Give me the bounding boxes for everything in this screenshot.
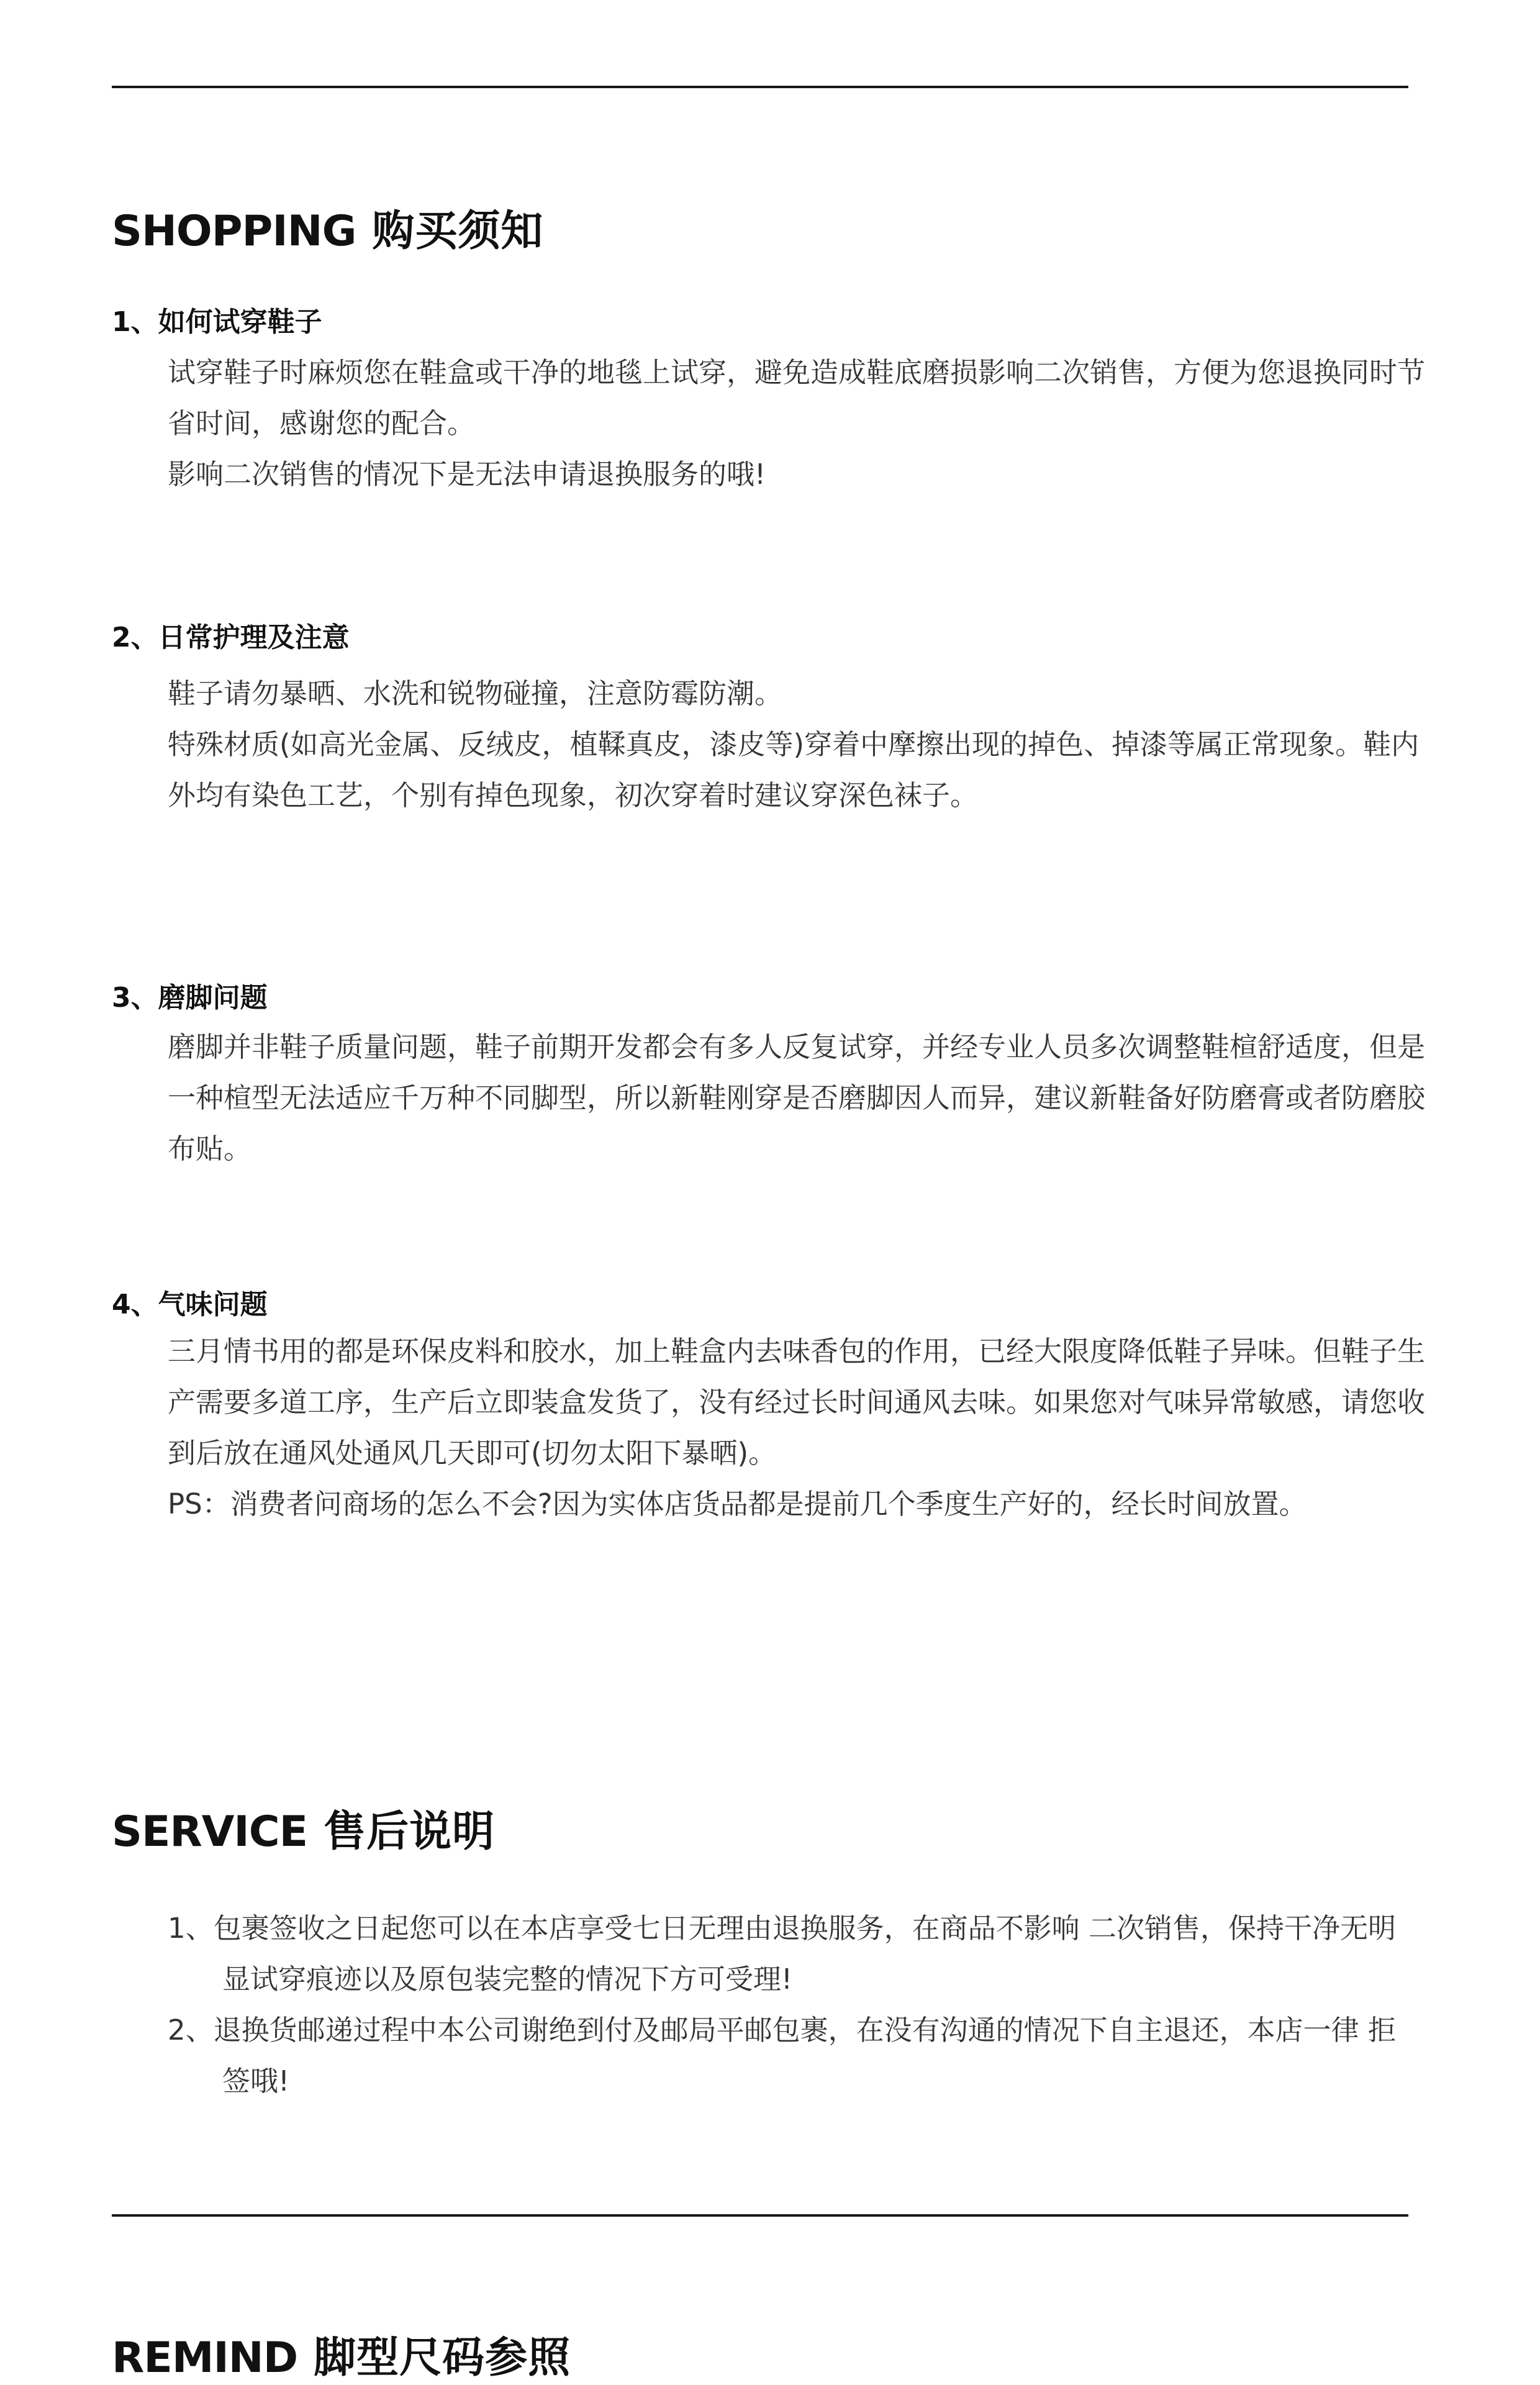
shopping-item-1-paragraph-1: 试穿鞋子时麻烦您在鞋盒或干净的地毯上试穿，避免造成鞋底磨损影响二次销售，方便为您退换同时节省时间，感谢您的配合。 <box>168 356 1426 440</box>
shopping-item-4-ps-note: PS：消费者问商场的怎么不会?因为实体店货品都是提前几个季度生产好的，经长时间放置。 <box>168 1488 1307 1520</box>
shopping-item-4-title: 4、气味问题 <box>112 1289 268 1320</box>
shopping-item-2-title: 2、日常护理及注意 <box>112 622 350 653</box>
remind-title-cn: 脚型尺码参照 <box>314 2333 571 2383</box>
shopping-item-1-paragraph-2: 影响二次销售的情况下是无法申请退换服务的哦! <box>168 458 766 491</box>
shopping-item-3-body <box>168 1022 1428 1174</box>
service-title-cn: 售后说明 <box>324 1807 496 1856</box>
service-section-title <box>112 1798 495 1858</box>
shopping-item-1-body <box>168 347 1428 500</box>
service-title-en: SERVICE <box>112 1807 308 1856</box>
shopping-item-3-paragraph-1: 磨脚并非鞋子质量问题，鞋子前期开发都会有多人反复试穿，并经专业人员多次调整鞋楦舒适度，但是一种楦型无法适应千万种不同脚型，所以新鞋刚穿是否磨脚因人而异，建议新鞋备好防磨膏或者防磨胶布贴。 <box>168 1030 1426 1165</box>
shopping-item-2-paragraph-1: 鞋子请勿暴晒、水洗和锐物碰撞，注意防霉防潮。 <box>168 677 783 710</box>
shopping-title-cn: 购买须知 <box>372 207 544 256</box>
shopping-item-4-paragraph-1: 三月情书用的都是环保皮料和胶水，加上鞋盒内去味香包的作用，已经大限度降低鞋子异味。但鞋子生产需要多道工序，生产后立即装盒发货了，没有经过长时间通风去味。如果您对气味异常敏感，请您收到后放在通风处通风几天即可(切勿太阳下暴晒)。 <box>168 1335 1426 1470</box>
service-item-2: 2、退换货邮递过程中本公司谢绝到付及邮局平邮包裹，在没有沟通的情况下自主退还，本店一律 拒签哦! <box>168 2014 1396 2097</box>
shopping-title-en: SHOPPING <box>112 207 356 256</box>
shopping-item-1-title: 1、如何试穿鞋子 <box>112 306 322 338</box>
shopping-item-3-title: 3、磨脚问题 <box>112 982 268 1014</box>
remind-section-title <box>112 2324 571 2384</box>
remind-title-en: REMIND <box>112 2333 298 2383</box>
shopping-item-2-body <box>168 668 1428 821</box>
service-list <box>168 1903 1422 2107</box>
service-item-1: 1、包裹签收之日起您可以在本店享受七日无理由退换服务，在商品不影响 二次销售，保持干净无明显试穿痕迹以及原包装完整的情况下方可受理! <box>168 1912 1396 1996</box>
shopping-item-2-paragraph-2: 特殊材质(如高光金属、反绒皮，植鞣真皮，漆皮等)穿着中摩擦出现的掉色、掉漆等属正常现象。鞋内外均有染色工艺，个别有掉色现象，初次穿着时建议穿深色袜子。 <box>168 728 1420 812</box>
bottom-divider <box>112 2214 1408 2217</box>
shopping-item-4-body <box>168 1326 1428 1530</box>
shopping-section-title <box>112 198 543 258</box>
top-divider <box>112 86 1408 88</box>
